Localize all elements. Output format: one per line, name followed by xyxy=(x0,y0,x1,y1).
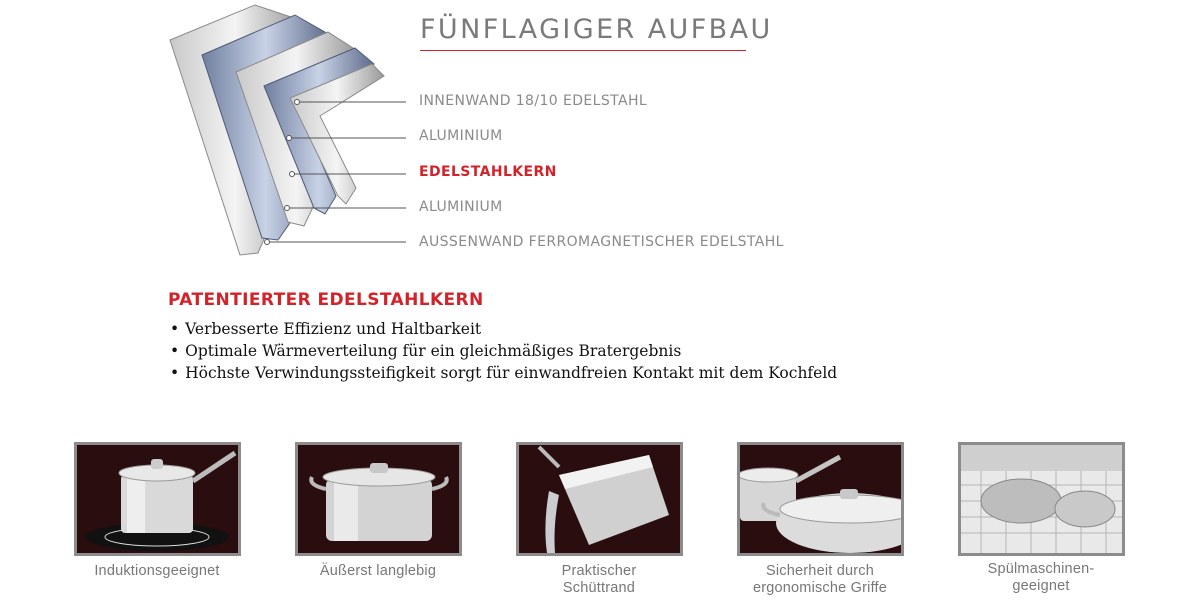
feature-bullet: • Optimale Wärmeverteilung für ein gleichmäßiges Bratergebnis xyxy=(170,340,837,362)
layer-label-aluminium-2: ALUMINIUM xyxy=(419,199,503,215)
tile-induction xyxy=(74,442,241,556)
construction-title: FÜNFLAGIGER AUFBAU xyxy=(420,14,746,51)
caption-durable: Äußerst langlebig xyxy=(319,563,437,579)
layer-label-outer-steel: AUSSENWAND FERROMAGNETISCHER EDELSTAHL xyxy=(419,234,784,250)
stockpot-image xyxy=(298,445,459,553)
feature-bullet: • Verbesserte Effizienz und Haltbarkeit xyxy=(170,318,837,340)
layer-label-steel-core: EDELSTAHLKERN xyxy=(419,164,557,180)
caption-dishwasher: Spülmaschinen- geeignet xyxy=(987,561,1095,594)
features-title: PATENTIERTER EDELSTAHLKERN xyxy=(168,290,484,310)
cookware-handles-image xyxy=(740,445,901,553)
pouring-pot-image xyxy=(519,445,680,553)
tile-handles xyxy=(737,442,904,556)
caption-induction: Induktionsgeeignet xyxy=(94,563,220,579)
layer-label-inner-steel: INNENWAND 18/10 EDELSTAHL xyxy=(419,93,648,109)
induction-pot-image xyxy=(77,445,238,553)
feature-bullet-list xyxy=(170,318,837,384)
tile-dishwasher xyxy=(958,442,1125,556)
layer-label-aluminium-1: ALUMINIUM xyxy=(419,128,503,144)
caption-pour-rim: Praktischer Schüttrand xyxy=(561,563,637,596)
leader-lines xyxy=(0,0,420,262)
feature-bullet: • Höchste Verwindungssteifigkeit sorgt für einwandfreien Kontakt mit dem Kochfeld xyxy=(170,362,837,384)
dishwasher-rack-image xyxy=(961,445,1122,553)
tile-pour-rim xyxy=(516,442,683,556)
caption-handles: Sicherheit durch ergonomische Griffe xyxy=(752,563,888,596)
tile-durable xyxy=(295,442,462,556)
